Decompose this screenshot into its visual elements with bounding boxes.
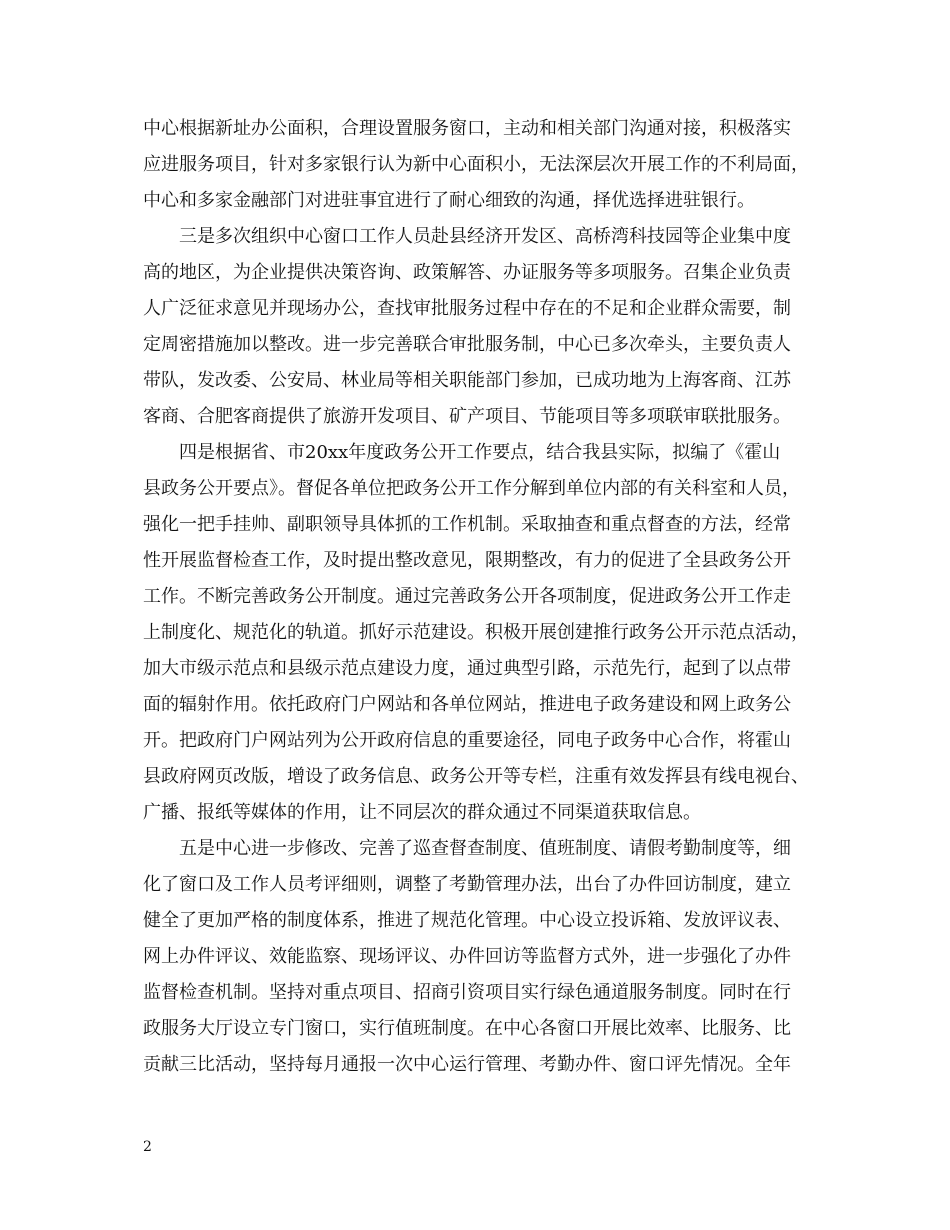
text-line: 客商、合肥客商提供了旅游开发项目、矿产项目、节能项目等多项联审联批服务。 — [143, 406, 791, 427]
paragraph-first-line: 四是根据省、市20xx年度政务公开工作要点，结合我县实际，拟编了《霍山 — [179, 442, 781, 463]
text-line: 健全了更加严格的制度体系，推进了规范化管理。中心设立投诉箱、发放评议表、 — [143, 910, 791, 931]
text-line: 中心根据新址办公面积，合理设置服务窗口，主动和相关部门沟通对接，积极落实 — [143, 118, 791, 139]
text-line: 开。把政府门户网站列为公开政府信息的重要途径，同电子政务中心合作，将霍山 — [143, 730, 791, 751]
text-line: 化了窗口及工作人员考评细则，调整了考勤管理办法，出台了办件回访制度，建立 — [143, 874, 791, 895]
text-line: 监督检查机制。坚持对重点项目、招商引资项目实行绿色通道服务制度。同时在行 — [143, 982, 791, 1003]
text-line: 定周密措施加以整改。进一步完善联合审批服务制，中心已多次牵头，主要负责人 — [143, 334, 791, 355]
text-line: 工作。不断完善政务公开制度。通过完善政务公开各项制度，促进政务公开工作走 — [143, 586, 791, 607]
text-line: 带队，发改委、公安局、林业局等相关职能部门参加，已成功地为上海客商、江苏 — [143, 370, 791, 391]
text-line: 应进服务项目，针对多家银行认为新中心面积小，无法深层次开展工作的不利局面， — [143, 154, 809, 175]
text-line: 面的辐射作用。依托政府门户网站和各单位网站，推进电子政务建设和网上政务公 — [143, 694, 791, 715]
paragraph-first-line: 三是多次组织中心窗口工作人员赴县经济开发区、高桥湾科技园等企业集中度 — [179, 226, 791, 247]
text-line: 上制度化、规范化的轨道。抓好示范建设。积极开展创建推行政务公开示范点活动， — [143, 622, 809, 643]
text-line: 广播、报纸等媒体的作用，让不同层次的群众通过不同渠道获取信息。 — [143, 802, 701, 823]
paragraph-first-line: 五是中心进一步修改、完善了巡查督查制度、值班制度、请假考勤制度等，细 — [179, 838, 791, 859]
text-line: 县政府网页改版，增设了政务信息、政务公开等专栏，注重有效发挥县有线电视台、 — [143, 766, 809, 787]
text-line: 强化一把手挂帅、副职领导具体抓的工作机制。采取抽查和重点督查的方法，经常 — [143, 514, 791, 535]
text-line: 中心和多家金融部门对进驻事宜进行了耐心细致的沟通，择优选择进驻银行。 — [143, 190, 755, 211]
text-line: 贡献三比活动，坚持每月通报一次中心运行管理、考勤办件、窗口评先情况。全年 — [143, 1054, 791, 1075]
text-line: 高的地区，为企业提供决策咨询、政策解答、办证服务等多项服务。召集企业负责 — [143, 262, 791, 283]
text-line: 人广泛征求意见并现场办公，查找审批服务过程中存在的不足和企业群众需要，制 — [143, 298, 791, 319]
text-line: 性开展监督检查工作，及时提出整改意见，限期整改，有力的促进了全县政务公开 — [143, 550, 791, 571]
text-line: 政服务大厅设立专门窗口，实行值班制度。在中心各窗口开展比效率、比服务、比 — [143, 1018, 791, 1039]
text-line: 加大市级示范点和县级示范点建设力度，通过典型引路，示范先行，起到了以点带 — [143, 658, 791, 679]
page-number: 2 — [143, 1139, 152, 1155]
text-line: 网上办件评议、效能监察、现场评议、办件回访等监督方式外，进一步强化了办件 — [143, 946, 791, 967]
text-line: 县政务公开要点》。督促各单位把政务公开工作分解到单位内部的有关科室和人员， — [143, 478, 800, 499]
